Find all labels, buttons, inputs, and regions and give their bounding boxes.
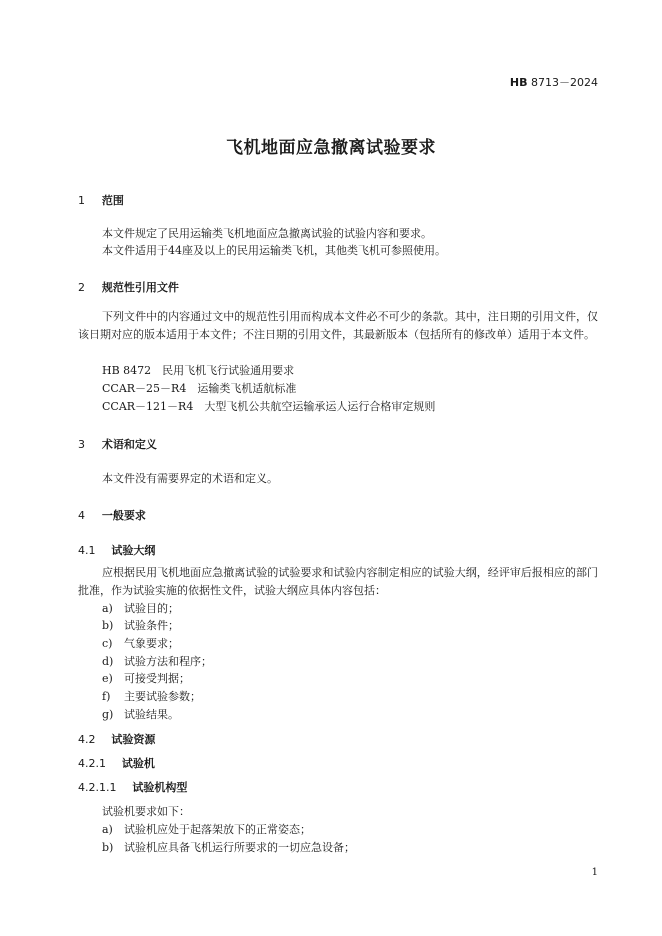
- subsection-number: 4.2.1.1: [78, 781, 117, 794]
- section-title: 规范性引用文件: [101, 281, 179, 294]
- standard-code: [510, 74, 598, 90]
- section-title: 范围: [101, 194, 124, 207]
- section-title: 术语和定义: [101, 438, 157, 451]
- list-item: [102, 688, 201, 704]
- standard-number: 8713－2024: [531, 76, 598, 89]
- list-marker: e): [102, 672, 113, 685]
- subsection-title: 试验大纲: [111, 544, 156, 557]
- reference-item: CCAR－25－R4 运输类飞机适航标准: [102, 382, 297, 395]
- subsection-4-1-heading: [78, 542, 155, 558]
- subsection-4-2-1-heading: [78, 755, 155, 771]
- subsection-number: 4.2.1: [78, 757, 106, 770]
- subsection-title: 试验机构型: [132, 781, 188, 794]
- section-number: 4: [78, 509, 85, 522]
- section-number: 1: [78, 194, 85, 207]
- section-title: 一般要求: [101, 509, 146, 522]
- subsection-number: 4.1: [78, 544, 96, 557]
- list-marker: g): [102, 708, 114, 721]
- list-text: 可接受判据；: [124, 672, 190, 685]
- reference-item: HB 8472 民用飞机飞行试验通用要求: [102, 364, 295, 377]
- list-item: [102, 670, 190, 686]
- list-text: 试验机应具备飞机运行所要求的一切应急设备；: [124, 841, 355, 854]
- list-item: [102, 617, 179, 633]
- list-item: [102, 635, 179, 651]
- section-number: 2: [78, 281, 85, 294]
- section-4-heading: [78, 507, 146, 523]
- subsection-title: 试验机: [121, 757, 155, 770]
- list-text: 试验机应处于起落架放下的正常姿态；: [124, 823, 311, 836]
- list-text: 试验目的；: [124, 602, 179, 615]
- list-item: [102, 653, 212, 669]
- subsection-number: 4.2: [78, 733, 96, 746]
- list-text: 试验结果。: [124, 708, 179, 721]
- paragraph: 本文件规定了民用运输类飞机地面应急撤离试验的试验内容和要求。: [102, 227, 432, 240]
- paragraph: 本文件没有需要界定的术语和定义。: [102, 472, 278, 485]
- list-item: [102, 821, 311, 837]
- list-marker: a): [102, 823, 113, 836]
- list-marker: b): [102, 841, 114, 854]
- list-marker: b): [102, 619, 114, 632]
- section-2-heading: [78, 279, 179, 295]
- list-marker: d): [102, 655, 114, 668]
- list-text: 气象要求；: [124, 637, 179, 650]
- document-title: 飞机地面应急撤离试验要求: [226, 138, 436, 158]
- paragraph: 下列文件中的内容通过文中的规范性引用而构成本文件必不可少的条款。其中，注日期的引用文件，仅该日期对应的版本适用于本文件；不注日期的引用文件，其最新版本（包括所有的修改单）适用于本文件。: [78, 310, 598, 341]
- list-item: [102, 600, 179, 616]
- subsection-4-2-heading: [78, 731, 155, 747]
- list-marker: c): [102, 637, 113, 650]
- section-1-heading: [78, 192, 124, 208]
- list-text: 试验方法和程序；: [124, 655, 212, 668]
- section-3-heading: [78, 436, 157, 452]
- paragraph: 试验机要求如下：: [102, 805, 190, 818]
- list-marker: f): [102, 690, 111, 703]
- list-text: 主要试验参数；: [124, 690, 201, 703]
- section-number: 3: [78, 438, 85, 451]
- subsection-title: 试验资源: [111, 733, 156, 746]
- list-marker: a): [102, 602, 113, 615]
- page-number: 1: [591, 867, 598, 878]
- standard-prefix: HB: [509, 76, 528, 89]
- list-text: 试验条件；: [124, 619, 179, 632]
- list-item: [102, 706, 179, 722]
- subsection-4-2-1-1-heading: [78, 779, 187, 795]
- reference-item: CCAR－121－R4 大型飞机公共航空运输承运人运行合格审定规则: [102, 400, 436, 413]
- list-item: [102, 839, 355, 855]
- paragraph: 应根据民用飞机地面应急撤离试验的试验要求和试验内容制定相应的试验大纲，经评审后报相应的部门批准，作为试验实施的依据性文件，试验大纲应具体内容包括：: [78, 566, 598, 597]
- paragraph: 本文件适用于44座及以上的民用运输类飞机，其他类飞机可参照使用。: [102, 244, 446, 257]
